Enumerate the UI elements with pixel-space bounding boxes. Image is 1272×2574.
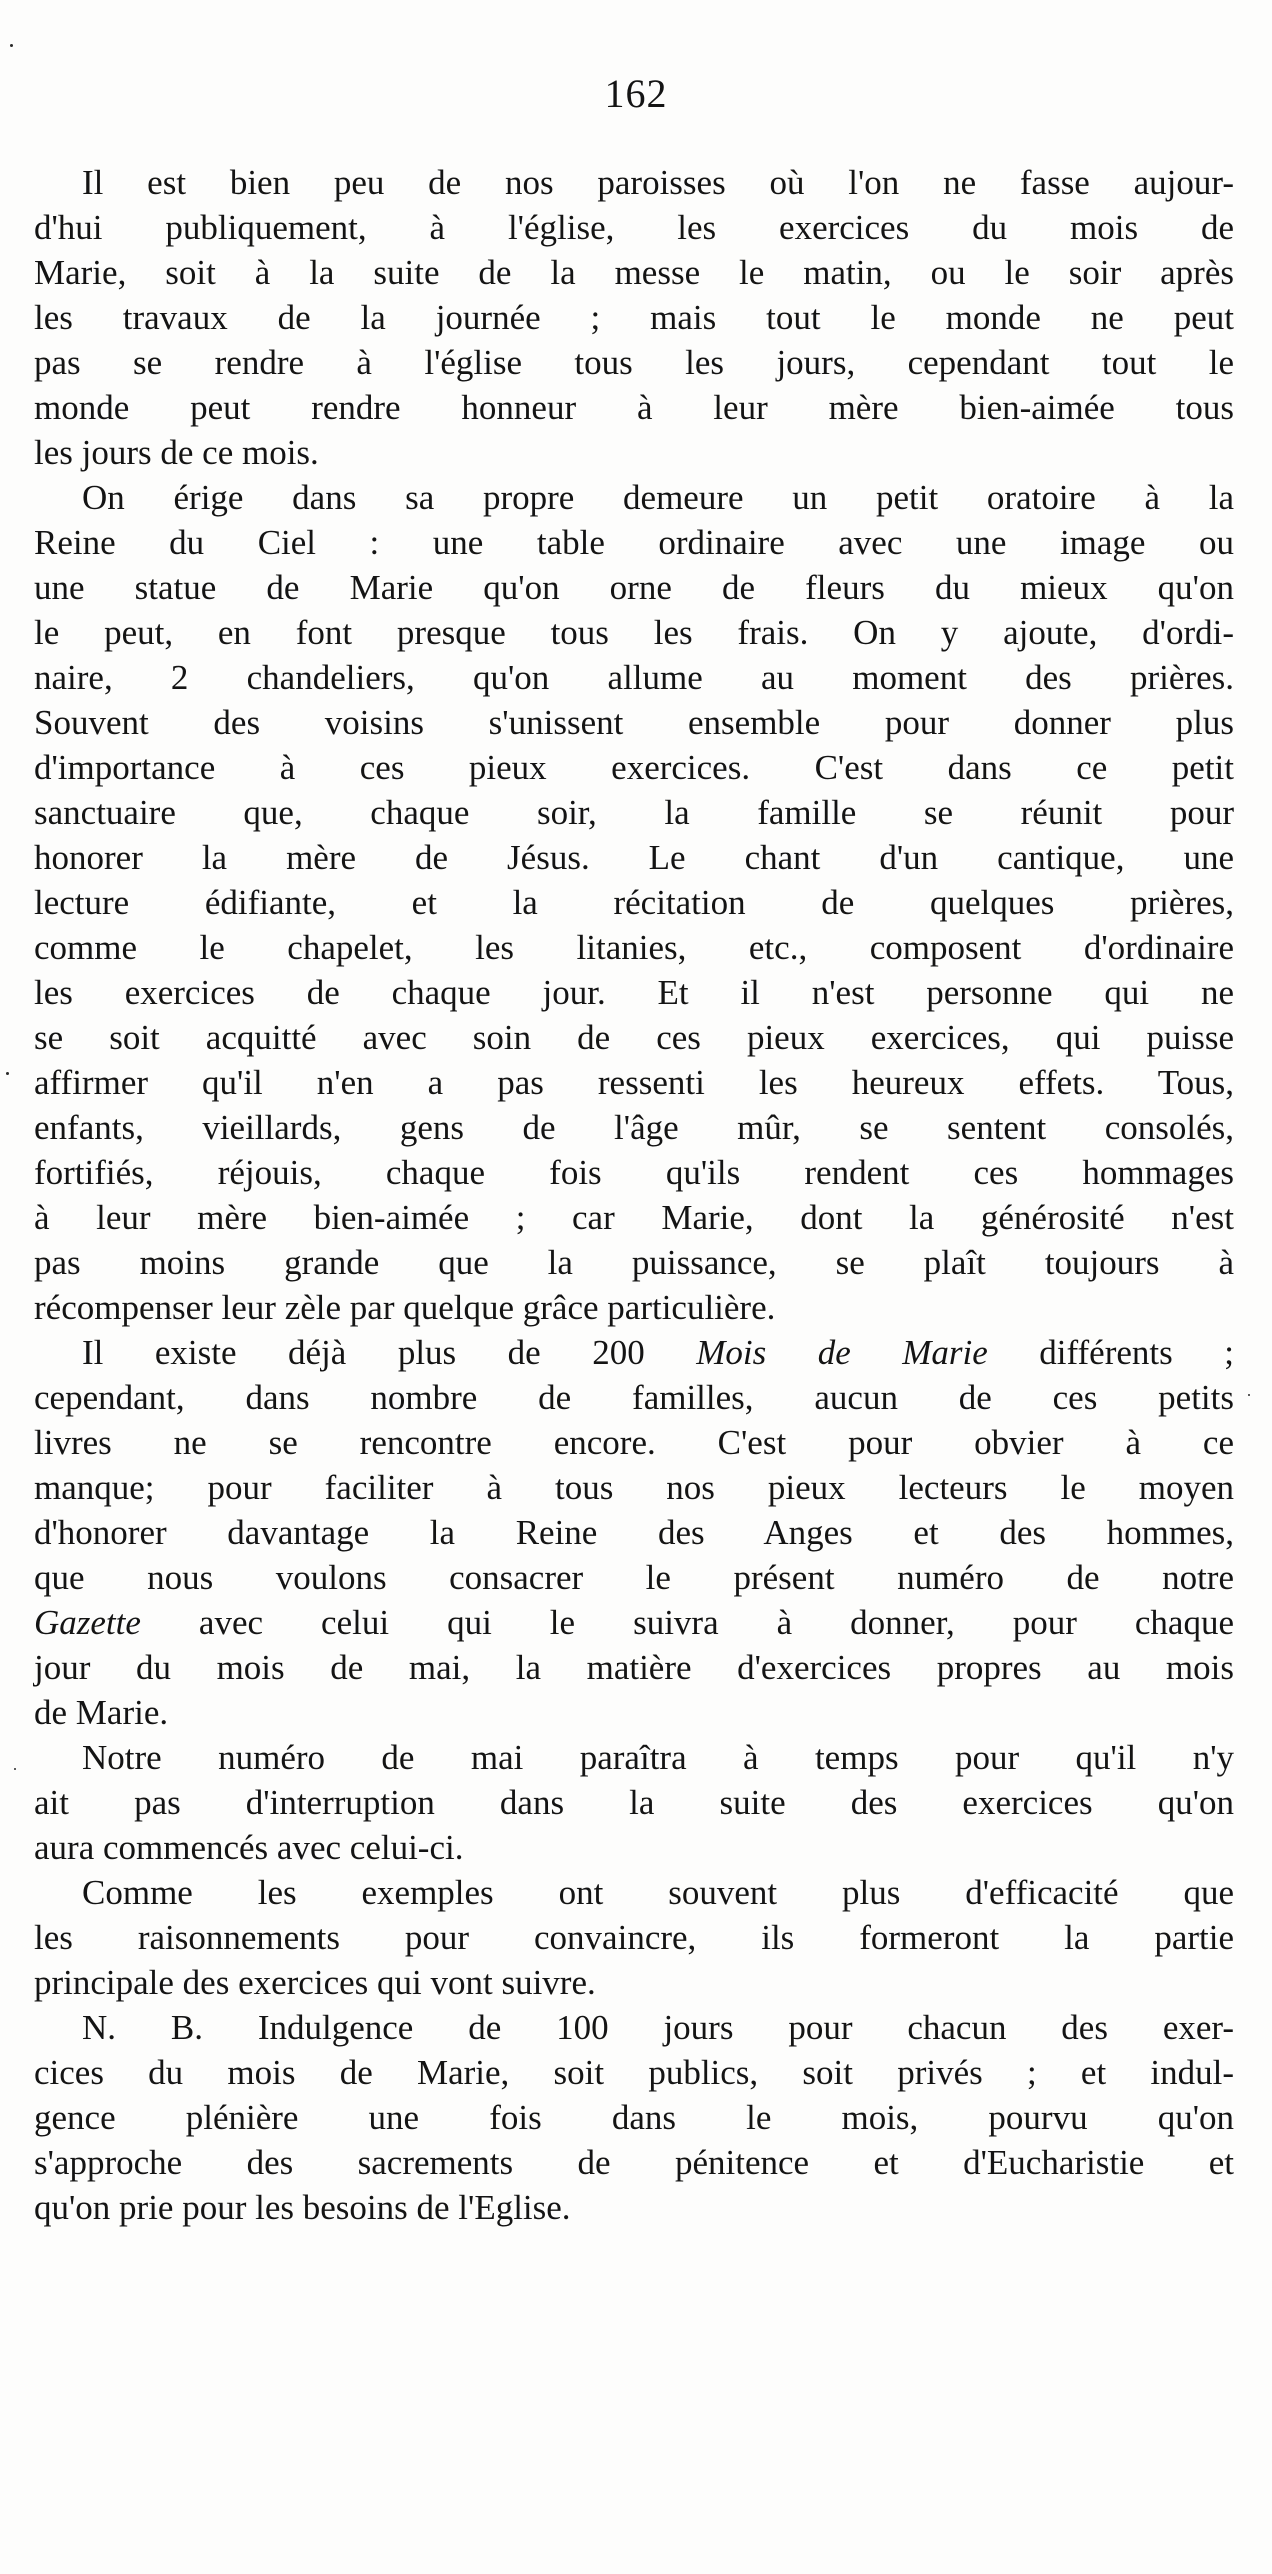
text-line: d'importance à ces pieux exercices. C'est dans ce petit bbox=[34, 748, 1234, 787]
paragraph-5 bbox=[34, 1870, 1234, 2005]
text-line: gence plénière une fois dans le mois, pourvu qu'on bbox=[34, 2098, 1234, 2137]
italic-title-mois-de-marie: Mois de Marie bbox=[696, 1333, 988, 1372]
text-line: naire, 2 chandeliers, qu'on allume au moment des prières. bbox=[34, 658, 1234, 697]
text-line: qu'on prie pour les besoins de l'Eglise. bbox=[34, 2188, 571, 2227]
text-line-with-italic bbox=[34, 1330, 1234, 1375]
text-line: Marie, soit à la suite de la messe le matin, ou le soir après bbox=[34, 253, 1234, 292]
paragraph-6 bbox=[34, 2005, 1234, 2230]
text-line: s'approche des sacrements de pénitence et d'Eucharistie et bbox=[34, 2143, 1234, 2182]
text-line: cices du mois de Marie, soit publics, soit privés ; et indul- bbox=[34, 2053, 1234, 2092]
text-line: ait pas d'interruption dans la suite des exercices qu'on bbox=[34, 1783, 1234, 1822]
paragraph-1 bbox=[34, 160, 1234, 475]
text-line: que nous voulons consacrer le présent numéro de notre bbox=[34, 1558, 1234, 1597]
text-line: les jours de ce mois. bbox=[34, 433, 319, 472]
text-line: honorer la mère de Jésus. Le chant d'un cantique, une bbox=[34, 838, 1234, 877]
scan-speck bbox=[14, 1768, 16, 1770]
text-line: principale des exercices qui vont suivre. bbox=[34, 1963, 596, 2002]
paragraph-2 bbox=[34, 475, 1234, 1330]
paragraph-3 bbox=[34, 1330, 1234, 1735]
text-line: On érige dans sa propre demeure un petit oratoire à la bbox=[82, 478, 1234, 517]
text-line: Notre numéro de mai paraîtra à temps pour qu'il n'y bbox=[82, 1738, 1234, 1777]
text-line: Reine du Ciel : une table ordinaire avec une image ou bbox=[34, 523, 1234, 562]
text-line: monde peut rendre honneur à leur mère bien-aimée tous bbox=[34, 388, 1234, 427]
text-line: Il est bien peu de nos paroisses où l'on ne fasse aujour- bbox=[82, 163, 1234, 202]
text-line: à leur mère bien-aimée ; car Marie, dont la générosité n'est bbox=[34, 1198, 1234, 1237]
text-line: cependant, dans nombre de familles, aucun de ces petits bbox=[34, 1378, 1234, 1417]
text-line: fortifiés, réjouis, chaque fois qu'ils rendent ces hommages bbox=[34, 1153, 1234, 1192]
text-line: le peut, en font presque tous les frais. On y ajoute, d'ordi- bbox=[34, 613, 1234, 652]
text-fragment: différents ; bbox=[987, 1333, 1234, 1372]
text-line: les raisonnements pour convaincre, ils formeront la partie bbox=[34, 1918, 1234, 1957]
text-line: jour du mois de mai, la matière d'exercices propres au mois bbox=[34, 1648, 1234, 1687]
text-line: enfants, vieillards, gens de l'âge mûr, se sentent consolés, bbox=[34, 1108, 1234, 1147]
text-line: Comme les exemples ont souvent plus d'efficacité que bbox=[82, 1873, 1234, 1912]
text-line: aura commencés avec celui-ci. bbox=[34, 1828, 464, 1867]
text-line: N. B. Indulgence de 100 jours pour chacun des exer- bbox=[82, 2008, 1234, 2047]
text-fragment: Il existe déjà plus de 200 bbox=[82, 1333, 697, 1372]
text-line: pas se rendre à l'église tous les jours, cependant tout le bbox=[34, 343, 1234, 382]
scan-speck bbox=[6, 1072, 9, 1075]
text-line: lecture édifiante, et la récitation de quelques prières, bbox=[34, 883, 1234, 922]
text-line: manque; pour faciliter à tous nos pieux lecteurs le moyen bbox=[34, 1468, 1234, 1507]
text-line-with-italic bbox=[34, 1600, 1234, 1645]
text-line: affirmer qu'il n'en a pas ressenti les heureux effets. Tous, bbox=[34, 1063, 1234, 1102]
text-line: Souvent des voisins s'unissent ensemble pour donner plus bbox=[34, 703, 1234, 742]
text-line: d'honorer davantage la Reine des Anges et des hommes, bbox=[34, 1513, 1234, 1552]
page-number: 162 bbox=[604, 71, 668, 116]
text-fragment: avec celui qui le suivra à donner, pour chaque bbox=[140, 1603, 1234, 1642]
text-line: sanctuaire que, chaque soir, la famille se réunit pour bbox=[34, 793, 1234, 832]
italic-title-gazette: Gazette bbox=[34, 1603, 141, 1642]
scan-speck bbox=[10, 44, 13, 47]
text-line: de Marie. bbox=[34, 1693, 169, 1732]
text-line: comme le chapelet, les litanies, etc., composent d'ordinaire bbox=[34, 928, 1234, 967]
body-text bbox=[34, 160, 1234, 2230]
scan-speck bbox=[1248, 1394, 1250, 1396]
text-line: livres ne se rencontre encore. C'est pour obvier à ce bbox=[34, 1423, 1234, 1462]
text-line: se soit acquitté avec soin de ces pieux exercices, qui puisse bbox=[34, 1018, 1234, 1057]
paragraph-4 bbox=[34, 1735, 1234, 1870]
text-line: récompenser leur zèle par quelque grâce particulière. bbox=[34, 1288, 776, 1327]
text-line: d'hui publiquement, à l'église, les exercices du mois de bbox=[34, 208, 1234, 247]
text-line: les exercices de chaque jour. Et il n'est personne qui ne bbox=[34, 973, 1234, 1012]
text-line: pas moins grande que la puissance, se plaît toujours à bbox=[34, 1243, 1234, 1282]
text-line: les travaux de la journée ; mais tout le monde ne peut bbox=[34, 298, 1234, 337]
text-line: une statue de Marie qu'on orne de fleurs du mieux qu'on bbox=[34, 568, 1234, 607]
